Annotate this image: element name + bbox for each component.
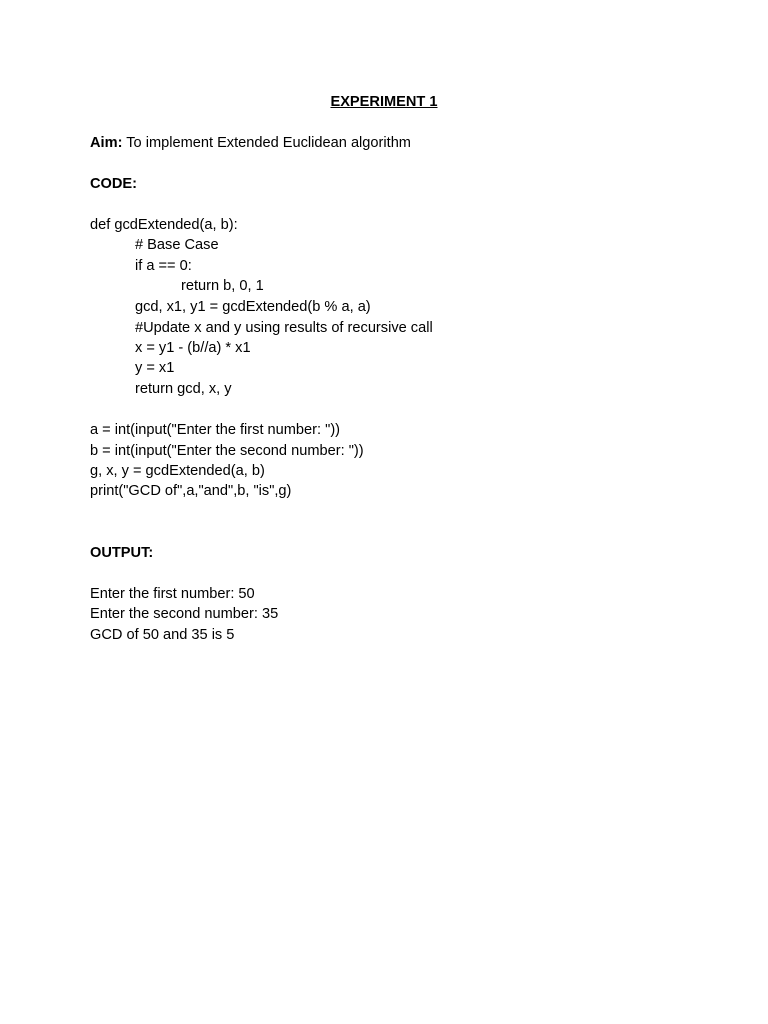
code-line: def gcdExtended(a, b):	[90, 217, 238, 233]
code-line: #Update x and y using results of recursive call	[135, 320, 433, 336]
output-line: Enter the second number: 35	[90, 606, 279, 622]
code-line: a = int(input("Enter the first number: "))	[90, 422, 341, 438]
code-line: return gcd, x, y	[135, 381, 232, 397]
code-line: print("GCD of",a,"and",b, "is",g)	[90, 483, 292, 499]
code-line: x = y1 - (b//a) * x1	[135, 340, 251, 356]
aim-line	[90, 134, 411, 152]
code-line: # Base Case	[135, 237, 219, 253]
code-line: y = x1	[135, 360, 175, 376]
code-heading: CODE:	[90, 176, 138, 192]
aim-text: To implement Extended Euclidean algorithm	[122, 135, 411, 151]
code-line: return b, 0, 1	[181, 278, 264, 294]
code-line: g, x, y = gcdExtended(a, b)	[90, 463, 265, 479]
page-title: EXPERIMENT 1	[330, 94, 438, 110]
code-line: b = int(input("Enter the second number: "))	[90, 443, 364, 459]
output-heading: OUTPUT:	[90, 545, 154, 561]
output-line: GCD of 50 and 35 is 5	[90, 627, 235, 643]
aim-label: Aim:	[90, 135, 123, 151]
output-line: Enter the first number: 50	[90, 586, 255, 602]
code-line: gcd, x1, y1 = gcdExtended(b % a, a)	[135, 299, 371, 315]
code-line: if a == 0:	[135, 258, 192, 274]
